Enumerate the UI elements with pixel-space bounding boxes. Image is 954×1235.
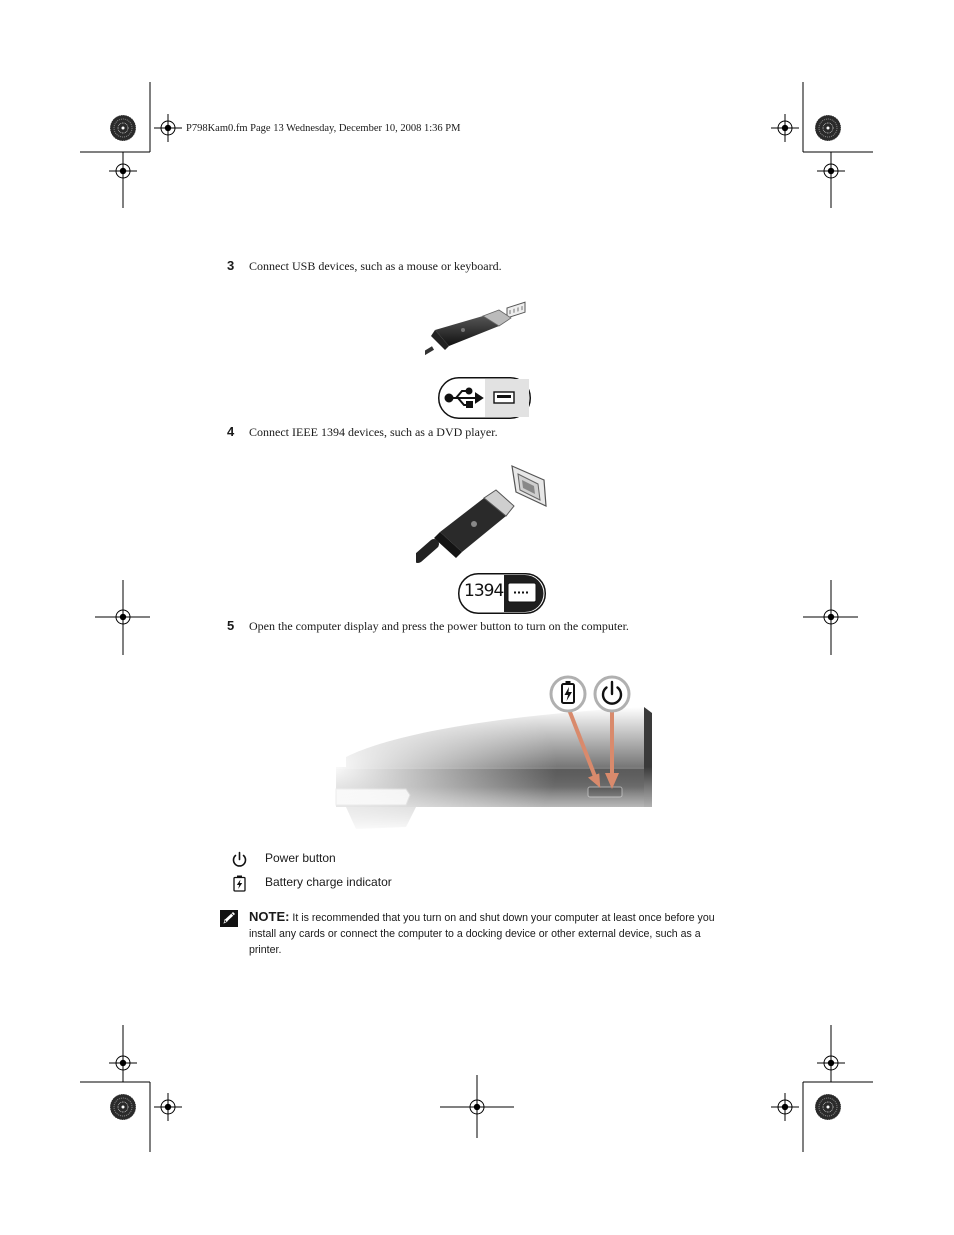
step-number-4: 4 <box>227 424 235 439</box>
power-callout <box>595 677 629 711</box>
ieee-1394-connector-illustration <box>416 462 552 570</box>
usb-connector-illustration <box>425 296 535 362</box>
usb-port-callout <box>438 377 531 419</box>
step-text-5: Open the computer display and press the power button to turn on the computer. <box>249 619 629 633</box>
laptop-front-illustration <box>326 667 656 833</box>
step-text-3: Connect USB devices, such as a mouse or keyboard. <box>249 259 502 273</box>
page-header: P798Kam0.fm Page 13 Wednesday, December 10, 2008 1:36 PM <box>186 123 461 134</box>
legend-power-label: Power button <box>265 851 336 865</box>
step-number-5: 5 <box>227 618 235 633</box>
legend-battery-label: Battery charge indicator <box>265 875 392 889</box>
power-icon <box>231 851 248 868</box>
step-text-4: Connect IEEE 1394 devices, such as a DVD player. <box>249 425 498 439</box>
note-block <box>249 909 729 958</box>
note-pencil-icon <box>219 909 239 928</box>
note-text: It is recommended that you turn on and shut down your computer at least once before you install any cards or connect the computer to a docking device or other external device, such as a printer. <box>249 912 715 956</box>
note-label: NOTE: <box>249 909 290 924</box>
battery-callout <box>551 677 585 711</box>
battery-icon <box>233 875 246 892</box>
step-number-3: 3 <box>227 258 235 273</box>
ieee-1394-label: 1394 <box>464 581 504 601</box>
